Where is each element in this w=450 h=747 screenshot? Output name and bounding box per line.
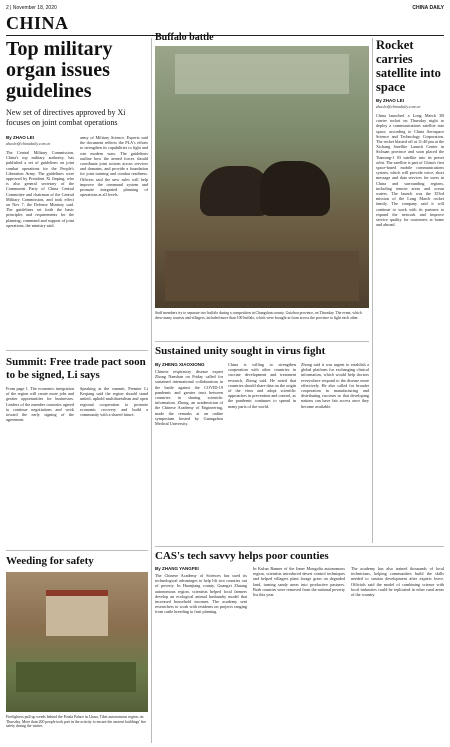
masthead: CHINA DAILY [412,5,444,11]
buffalo-divider [155,341,369,342]
cas-column-2: In Kulun Banner of the Inner Mongolia autonomous region, scientists introduced desert control techniques and helped villagers plant forage grass on degraded land, turning sandy areas into productive pastures. Both counties were removed from the national poverty list this year. [253,566,345,598]
lead-byline: By ZHAO LEI [6,135,35,140]
lead-divider [6,350,148,351]
summit-column-1: From page 1. The economic integration of the region will create more jobs and greater opportunities for businesses. Leaders of the member countries agreed to continue negotiations and work toward the early signing of the agreement. [6,386,74,423]
grass-field-shape [16,662,136,692]
lead-column-1: The Central Military Commission, China's top military authority, has published a set of guidelines on joint combat operations for the People's Liberation Army. The guidelines were approved by President Xi Jinping, who is also general secretary of the Communist Party of China Central Committee and chairman of the Central Military Commission, and took effect on Nov 7, the Defense Ministry said. The guidelines set forth the basic principles and requirements for the planning, command and support of joint operations, the ministry said. [6,150,74,228]
lead-headline: Top military organ issues guidelines [6,38,113,102]
cas-column-3: The academy has also trained thousands of local technicians, helping communities build the skills needed to sustain development after experts leave. Officials said the model of combining science with local industries could be replicated in other rural areas of the country. [351,566,444,598]
section-title: CHINA [6,13,69,33]
weeding-headline: Weeding for safety [6,555,94,567]
summit-column-2: Speaking at the summit, Premier Li Keqiang said the region should stand united, uphold multilateralism and open regional cooperation to promote economic recovery and build a community with a shared future. [80,386,148,418]
buffalo-right-shape [260,161,330,216]
covid-byline: By ZHENG XIAOXIONG [155,362,205,367]
summit-divider [6,550,148,551]
lead-email: zhaolei@chinadaily.com.cn [6,141,51,146]
rocket-byline: By ZHAO LEI [376,98,405,103]
rocket-email: zhaolei@chinadaily.com.cn [376,104,421,109]
page-header-bar [6,4,444,14]
palace-wall-shape [46,590,108,636]
covid-column-1: Chinese respiratory disease expert Zhong Nanshan on Friday called for sustained international collaboration in the battle against the COVID-19 pandemic and greater trust between countries in sharing scientific information. Zhong, an academician of the Chinese Academy of Engineering, made the remarks at an online symposium hosted by Guangzhou Medical University. [155,369,223,427]
section-divider [6,35,444,36]
weeding-photo [6,572,148,712]
covid-divider [155,546,444,547]
rocket-headline: Rocket carries satellite into space [376,38,441,94]
cas-headline: CAS's tech savvy helps poor counties [155,550,329,562]
summit-headline: Summit: Free trade pact soon to be signed, Li says [6,356,146,381]
page-folio: 2 | November 18, 2020 [6,5,57,11]
rocket-column: China launched a Long March 3B carrier rocket on Thursday night to deploy a communications satellite into space, according to China Aerospace Science and Technology Corporation. The rocket blasted off at 11:40 pm at the Xichang Satellite Launch Center in Sichuan province and soon placed the Tiantong-1 03 satellite into its preset orbit. The satellite is part of China's first space-based mobile communications system, which will provide voice, short message and data services for users in China and surrounding regions, including remote areas and ocean waters. The launch was the 353rd mission of the Long March rocket family. The company said it will continue to work with its partners to expand the network and improve service quality for customers at home and abroad. [376,113,444,228]
weeding-caption: Firefighters pull up weeds behind the Potala Palace in Lhasa, Tibet autonomous region, on Thursday. More than 200 people took part in the activity to ensure the ancient buildings' fire safety during the winter. [6,715,147,729]
cas-byline: By ZHANG YANGFEI [155,566,199,571]
arena-ground-shape [165,251,359,301]
column-separator-left [151,38,152,743]
buffalo-photo [155,46,369,308]
lead-deck: New set of directives approved by Xi focuses on joint combat operations [6,108,126,127]
lead-column-2: army of Military Science. Experts said the document reflects the PLA's efforts to strengthen its capabilities to fight and win modern wars. The guidelines outline how the armed forces should coordinate joint actions across services and domains, and provide a foundation for joint training and combat readiness. Officers said the new rules will help improve the command system and promote integrated planning of operations at all levels. [80,135,148,198]
cas-column-1: The Chinese Academy of Sciences has used its technological advantages to help lift two counties out of poverty. In Huanjiang county, Guangxi Zhuang autonomous region, scientists helped local farmers develop an ecological animal husbandry model that increased household incomes. The academy sent researchers to work with residents on projects ranging from cattle breeding to fruit planting. [155,573,247,615]
covid-column-3: Zhong said it was urgent to establish a global platform for exchanging clinical information, which would help doctors everywhere respond to the disease more effectively. He also called for broader cooperation in manufacturing and distributing vaccines so that developing nations can have fair access once they become available. [301,362,369,409]
column-separator-right [372,38,373,543]
buffalo-caption: Staff members try to separate two buffalo during a competition in Changshun county, Guizhou province, on Thursday. The event, which drew many tourists and villagers, included more than 100 buffalo, which were brought in from across the province to fight each other. [155,311,362,320]
covid-column-2: China is willing to strengthen cooperation with other countries in vaccine development and treatment research, Zhong said. He noted that countries should share data on the origin of the virus and adopt scientific approaches in prevention and control, as the pandemic continues to spread in many parts of the world. [228,362,296,409]
buffalo-headline: Buffalo battle [155,32,214,43]
covid-headline: Sustained unity sought in virus fight [155,345,326,357]
crowd-background-shape [175,54,349,94]
